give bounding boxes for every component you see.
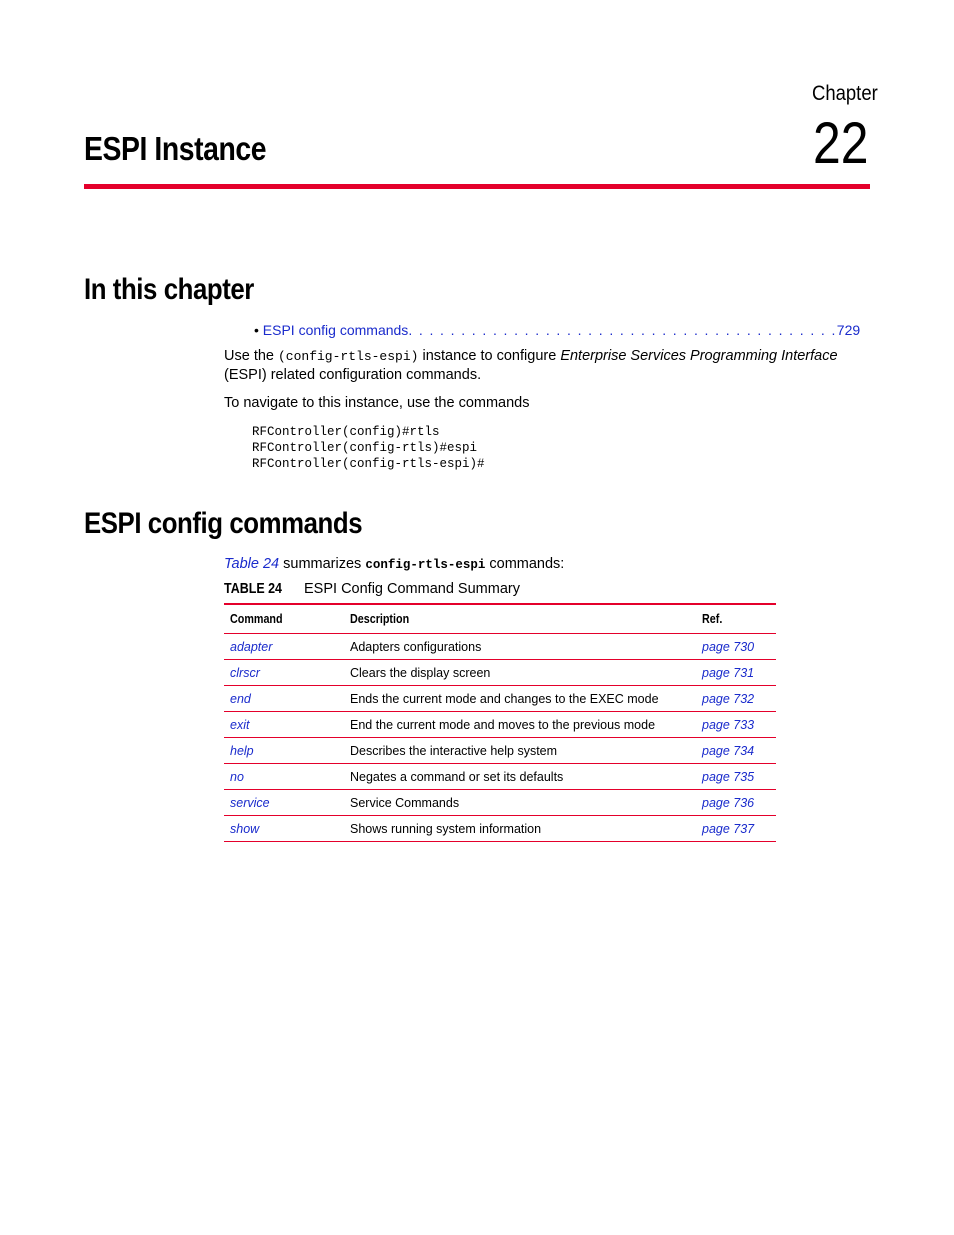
intro-italic: Enterprise Services Programming Interface: [560, 348, 838, 364]
table-row: [224, 660, 776, 686]
page-ref-link[interactable]: page 737: [696, 816, 776, 842]
command-description: End the current mode and moves to the previous mode: [344, 712, 696, 738]
summary-paragraph: [224, 555, 874, 575]
page-ref-link[interactable]: page 730: [696, 634, 776, 660]
intro-middle: instance to configure: [418, 348, 561, 364]
toc-item[interactable]: [254, 322, 860, 338]
page-ref-link[interactable]: page 732: [696, 686, 776, 712]
column-header-description: Description: [344, 604, 696, 634]
page-ref-link[interactable]: page 731: [696, 660, 776, 686]
table-row: [224, 634, 776, 660]
code-line: RFController(config-rtls)#espi: [252, 441, 478, 455]
command-link[interactable]: adapter: [224, 634, 344, 660]
code-line: RFController(config-rtls-espi)#: [252, 457, 485, 471]
section-heading-in-this-chapter: In this chapter: [84, 273, 254, 306]
page-ref-link[interactable]: page 735: [696, 764, 776, 790]
table-row: [224, 816, 776, 842]
intro-code: (config-rtls-espi): [278, 349, 419, 364]
toc-page-number[interactable]: 729: [836, 322, 861, 338]
command-link[interactable]: end: [224, 686, 344, 712]
summary-end: commands:: [485, 556, 565, 572]
command-description: Shows running system information: [344, 816, 696, 842]
command-description: Describes the interactive help system: [344, 738, 696, 764]
chapter-label: Chapter: [812, 82, 878, 105]
table-row: [224, 738, 776, 764]
command-link[interactable]: no: [224, 764, 344, 790]
section-heading-espi-config: ESPI config commands: [84, 507, 363, 540]
intro-paragraph: [224, 347, 874, 385]
command-table: [224, 603, 776, 842]
summary-code: config-rtls-espi: [365, 558, 486, 572]
table-ref-link[interactable]: Table 24: [224, 556, 280, 572]
table-row: [224, 712, 776, 738]
toc-link-label[interactable]: ESPI config commands: [262, 322, 409, 338]
command-description: Negates a command or set its defaults: [344, 764, 696, 790]
toc-leader-dots: . . . . . . . . . . . . . . . . . . . . . . . . . . . . . . . . . . . . . . . . .: [408, 322, 837, 338]
column-header-command: Command: [224, 604, 344, 634]
command-description: Clears the display screen: [344, 660, 696, 686]
column-header-ref: Ref.: [696, 604, 776, 634]
page-title: ESPI Instance: [84, 130, 267, 167]
code-line: RFController(config)#rtls: [252, 425, 440, 439]
command-link[interactable]: exit: [224, 712, 344, 738]
intro-suffix: (ESPI) related configuration commands.: [224, 367, 482, 383]
table-row: [224, 686, 776, 712]
code-block: [252, 424, 485, 472]
intro-prefix: Use the: [224, 348, 278, 364]
title-rule: [84, 184, 870, 189]
table-caption: [224, 581, 520, 597]
summary-mid: summarizes: [279, 556, 366, 572]
bullet-icon: •: [254, 322, 263, 338]
command-link[interactable]: show: [224, 816, 344, 842]
table-row: [224, 790, 776, 816]
table-label: TABLE 24: [224, 581, 282, 597]
navigate-paragraph: To navigate to this instance, use the commands: [224, 395, 530, 411]
command-link[interactable]: clrscr: [224, 660, 344, 686]
command-link[interactable]: help: [224, 738, 344, 764]
table-row: [224, 764, 776, 790]
chapter-number: 22: [813, 111, 869, 176]
table-header-row: [224, 604, 776, 634]
command-link[interactable]: service: [224, 790, 344, 816]
page-ref-link[interactable]: page 733: [696, 712, 776, 738]
page-ref-link[interactable]: page 734: [696, 738, 776, 764]
page-ref-link[interactable]: page 736: [696, 790, 776, 816]
command-description: Ends the current mode and changes to the EXEC mode: [344, 686, 696, 712]
command-description: Adapters configurations: [344, 634, 696, 660]
command-description: Service Commands: [344, 790, 696, 816]
table-title: ESPI Config Command Summary: [304, 581, 520, 597]
